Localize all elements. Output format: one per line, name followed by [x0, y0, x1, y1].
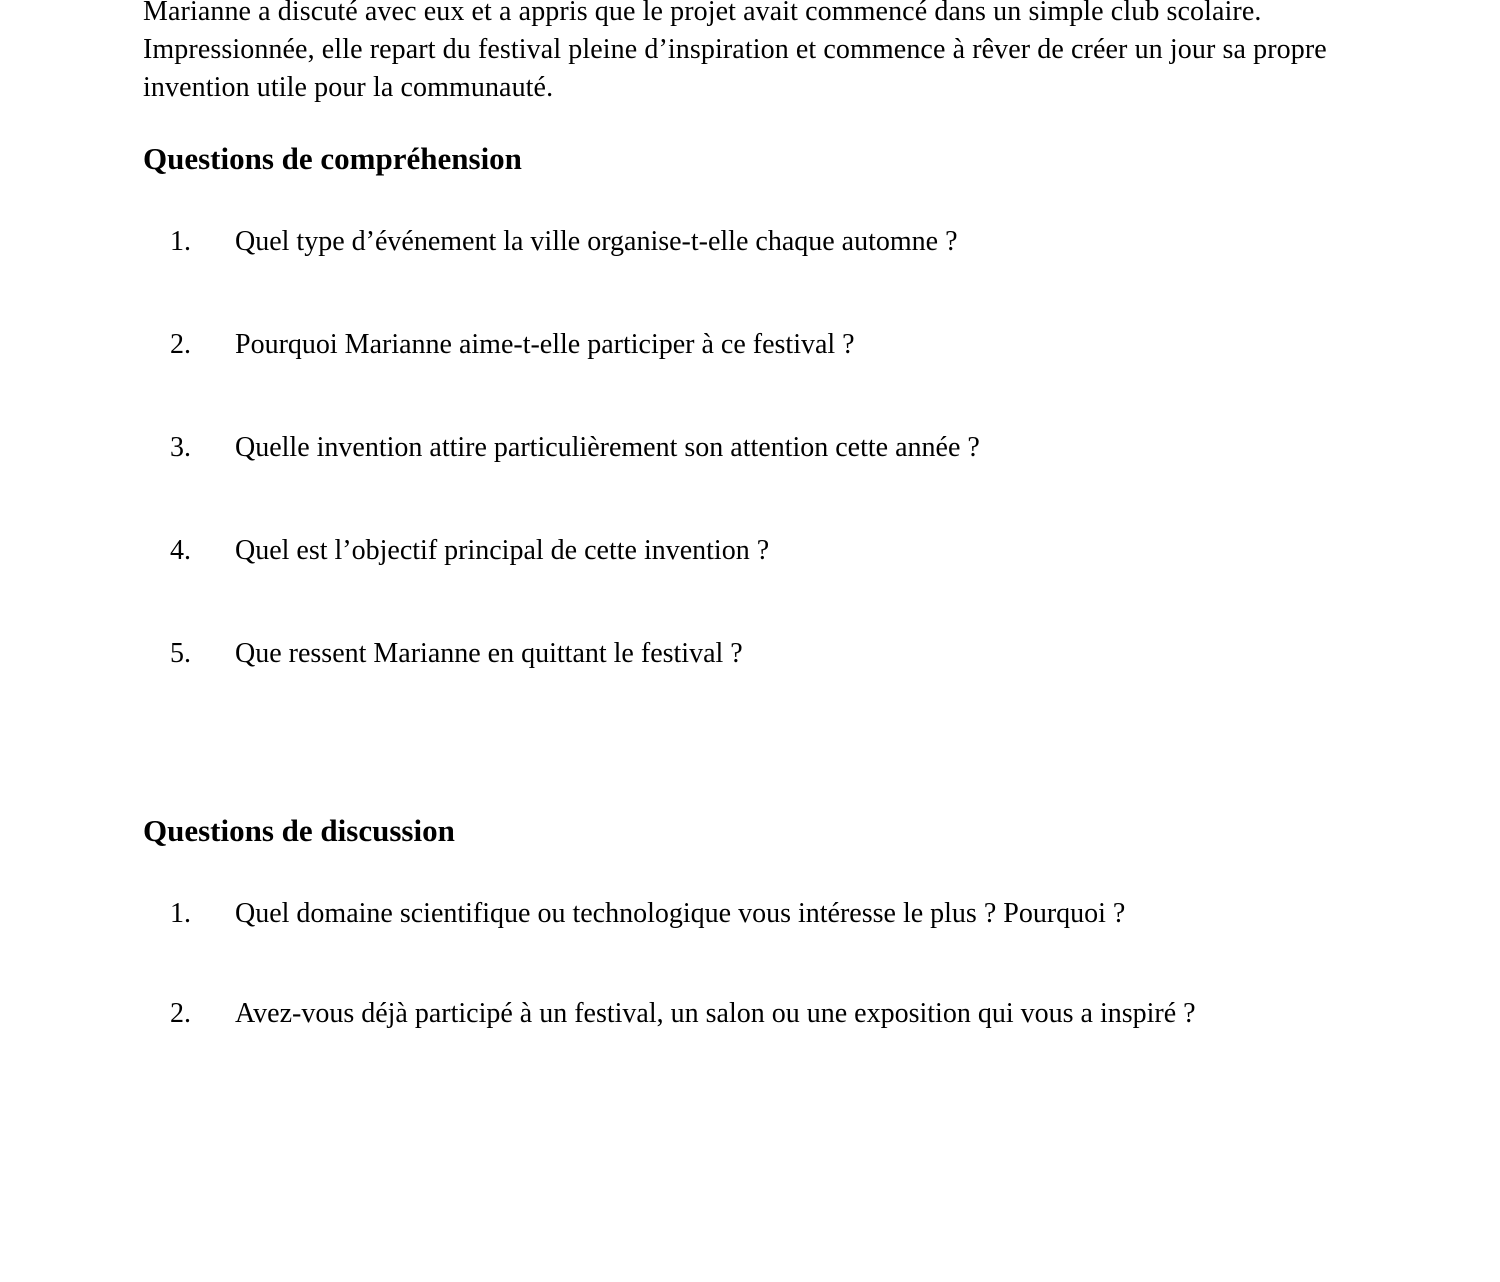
section-heading-discussion: Questions de discussion	[143, 813, 455, 848]
question-item	[143, 995, 1353, 1033]
question-item	[143, 532, 1353, 570]
question-item	[143, 429, 1353, 467]
question-number: 2.	[170, 329, 191, 360]
question-text: Quel type d’événement la ville organise-t-elle chaque automne ?	[235, 226, 958, 257]
comprehension-question-list	[143, 223, 1353, 673]
question-item	[143, 223, 1353, 261]
question-text: Avez-vous déjà participé à un festival, un salon ou une exposition qui vous a inspiré ?	[235, 998, 1196, 1029]
question-text: Quel est l’objectif principal de cette invention ?	[235, 535, 770, 566]
question-text: Quel domaine scientifique ou technologique vous intéresse le plus ? Pourquoi ?	[235, 898, 1126, 929]
question-number: 1.	[170, 226, 191, 257]
question-number: 5.	[170, 638, 191, 669]
section-heading-comprehension: Questions de compréhension	[143, 141, 522, 176]
discussion-question-list	[143, 895, 1353, 1033]
question-item	[143, 635, 1353, 673]
question-item	[143, 895, 1353, 933]
document-content	[143, 0, 1353, 1033]
question-text: Pourquoi Marianne aime-t-elle participer à ce festival ?	[235, 329, 855, 360]
question-number: 4.	[170, 535, 191, 566]
question-number: 1.	[170, 898, 191, 929]
question-number: 2.	[170, 998, 191, 1029]
question-text: Quelle invention attire particulièrement son attention cette année ?	[235, 432, 980, 463]
question-text: Que ressent Marianne en quittant le festival ?	[235, 638, 743, 669]
question-number: 3.	[170, 432, 191, 463]
question-item	[143, 326, 1353, 364]
intro-paragraph: Marianne a discuté avec eux et a appris que le projet avait commencé dans un simple club scolaire. Impressionnée, elle repart du festival pleine d’inspiration et commence à rêver de créer un jour sa propre invention utile pour la communauté.	[143, 0, 1327, 103]
